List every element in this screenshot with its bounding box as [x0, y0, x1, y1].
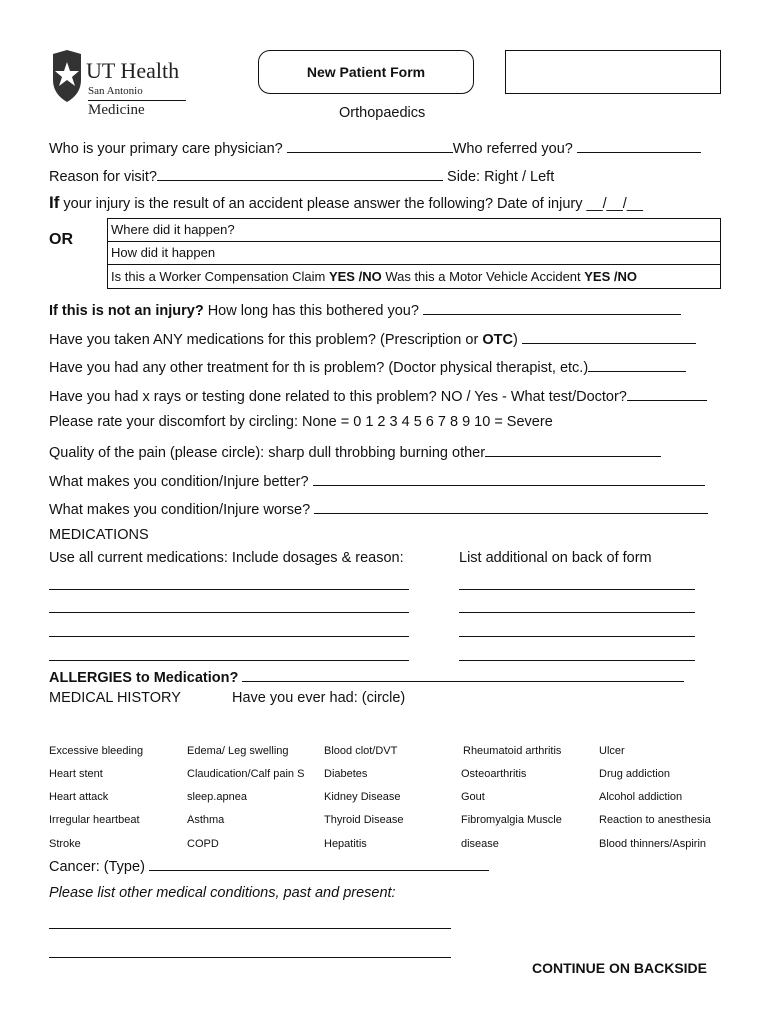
condition-item[interactable]: Claudication/Calf pain S: [187, 768, 305, 780]
condition-item[interactable]: Drug addiction: [599, 768, 670, 780]
logo-sub: San Antonio: [88, 85, 143, 97]
condition-item[interactable]: Alcohol addiction: [599, 791, 683, 803]
reason-row: [49, 166, 554, 185]
reason-label: Reason for visit?: [49, 169, 157, 185]
condition-item[interactable]: Asthma: [187, 814, 225, 826]
medications-back: List additional on back of form: [459, 550, 652, 566]
condition-item[interactable]: Diabetes: [324, 768, 368, 780]
not-injury-label: How long has this bothered you?: [203, 303, 419, 319]
wc-yes-no[interactable]: YES /NO: [328, 269, 382, 284]
condition-item[interactable]: Reaction to anesthesia: [599, 814, 711, 826]
quality-label[interactable]: Quality of the pain (please circle): sharp dull throbbing burning other: [49, 445, 486, 461]
med-line-right-4[interactable]: [459, 660, 695, 661]
label-box[interactable]: [505, 50, 721, 94]
condition-item[interactable]: Blood clot/DVT: [324, 745, 398, 757]
condition-item[interactable]: Kidney Disease: [324, 791, 401, 803]
meds-otc: OTC: [482, 332, 513, 348]
medications-instr: Use all current medications: Include dosages & reason:: [49, 550, 404, 566]
better-input[interactable]: [313, 471, 705, 486]
xray-label: Have you had x rays or testing done related to this problem? NO / Yes - What test/Doctor?: [49, 389, 627, 405]
not-injury-row: [49, 300, 681, 319]
how-label: How did it happen: [111, 245, 216, 260]
accident-row: [49, 193, 643, 213]
logo-dept: Medicine: [88, 102, 145, 118]
allergies-input[interactable]: [242, 667, 684, 682]
other-conditions-label: Please list other medical conditions, past and present:: [49, 885, 396, 901]
how-row[interactable]: [108, 242, 720, 265]
meds-label: Have you taken ANY medications for this problem? (Prescription or: [49, 332, 483, 348]
other-line-1[interactable]: [49, 928, 451, 929]
quality-other-input[interactable]: [485, 442, 661, 457]
condition-item[interactable]: COPD: [187, 838, 219, 850]
better-row: [49, 471, 705, 490]
med-line-left-4[interactable]: [49, 660, 409, 661]
referred-label: Who referred you?: [452, 141, 573, 157]
where-label: Where did it happen?: [111, 222, 235, 237]
pcp-row: [49, 138, 701, 157]
condition-item[interactable]: Excessive bleeding: [49, 745, 144, 757]
logo-name: UT Health: [86, 58, 180, 83]
rate-row[interactable]: Please rate your discomfort by circling: None = 0 1 2 3 4 5 6 7 8 9 10 = Severe: [49, 414, 553, 430]
worse-row: [49, 499, 708, 518]
treatment-input[interactable]: [588, 357, 686, 372]
meds-input[interactable]: [522, 329, 696, 344]
allergies-row: [49, 667, 684, 686]
history-heading: MEDICAL HISTORY: [49, 690, 181, 706]
cancer-row: [49, 856, 489, 875]
pcp-label: Who is your primary care physician?: [49, 141, 283, 157]
xray-input[interactable]: [627, 386, 707, 401]
mva-yes-no[interactable]: YES /NO: [584, 269, 638, 284]
ut-health-logo: [50, 48, 190, 118]
condition-item[interactable]: Gout: [461, 791, 485, 803]
not-injury-input[interactable]: [423, 300, 681, 315]
not-injury-label-strong: If this is not an injury?: [49, 303, 204, 319]
form-subtitle: Orthopaedics: [339, 105, 426, 121]
where-row[interactable]: [108, 219, 720, 242]
side-label: Side: Right / Left: [447, 169, 555, 185]
condition-item[interactable]: Fibromyalgia Muscle: [461, 814, 562, 826]
condition-item[interactable]: Ulcer: [599, 745, 625, 757]
wc-label: Is this a Worker Compensation Claim: [111, 269, 329, 284]
worse-label: What makes you condition/Injure worse?: [49, 502, 311, 518]
shield-star-icon: [50, 50, 84, 102]
treatment-label: Have you had any other treatment for th is problem? (Doctor physical therapist, etc.): [49, 360, 589, 376]
condition-item[interactable]: Rheumatoid arthritis: [463, 745, 562, 757]
condition-item[interactable]: Hepatitis: [324, 838, 367, 850]
accident-label: your injury is the result of an accident please answer the following? Date of injury __/__/__: [63, 196, 643, 212]
reason-input[interactable]: [157, 166, 443, 181]
condition-item[interactable]: disease: [461, 838, 499, 850]
condition-item[interactable]: Edema/ Leg swelling: [187, 745, 289, 757]
condition-item[interactable]: Osteoarthritis: [461, 768, 527, 780]
quality-row: [49, 442, 661, 461]
med-line-left-3[interactable]: [49, 636, 409, 637]
condition-item[interactable]: Blood thinners/Aspirin: [599, 838, 707, 850]
worse-input[interactable]: [314, 499, 708, 514]
condition-item[interactable]: Heart stent: [49, 768, 103, 780]
history-instr: Have you ever had: (circle): [232, 690, 406, 706]
cancer-label: Cancer: (Type): [49, 859, 145, 875]
claim-row: [108, 265, 720, 288]
med-line-right-2[interactable]: [459, 612, 695, 613]
condition-item[interactable]: sleep.apnea: [187, 791, 247, 803]
better-label: What makes you condition/Injure better?: [49, 474, 309, 490]
condition-item[interactable]: Irregular heartbeat: [49, 814, 140, 826]
medications-heading: MEDICATIONS: [49, 527, 149, 543]
med-line-left-2[interactable]: [49, 612, 409, 613]
xray-row: [49, 386, 707, 405]
form-title: New Patient Form: [306, 64, 426, 80]
pcp-input[interactable]: [287, 138, 453, 153]
accident-if: If: [49, 193, 60, 212]
med-line-left-1[interactable]: [49, 589, 409, 590]
referred-input[interactable]: [577, 138, 701, 153]
form-title-box: [258, 50, 474, 94]
condition-item[interactable]: Heart attack: [49, 791, 109, 803]
treatment-row: [49, 357, 686, 376]
mva-label: Was this a Motor Vehicle Accident: [381, 269, 585, 284]
allergies-label: ALLERGIES to Medication?: [49, 670, 239, 686]
other-line-2[interactable]: [49, 957, 451, 958]
condition-item[interactable]: Stroke: [49, 838, 81, 850]
med-line-right-1[interactable]: [459, 589, 695, 590]
or-label: OR: [49, 231, 73, 248]
med-line-right-3[interactable]: [459, 636, 695, 637]
meds-row: Have you taken ANY medications for this problem? (Prescription or OTC): [49, 329, 696, 348]
cancer-input[interactable]: [149, 856, 489, 871]
continue-backside: CONTINUE ON BACKSIDE: [532, 960, 708, 976]
accident-box: [107, 218, 721, 289]
condition-item[interactable]: Thyroid Disease: [324, 814, 404, 826]
